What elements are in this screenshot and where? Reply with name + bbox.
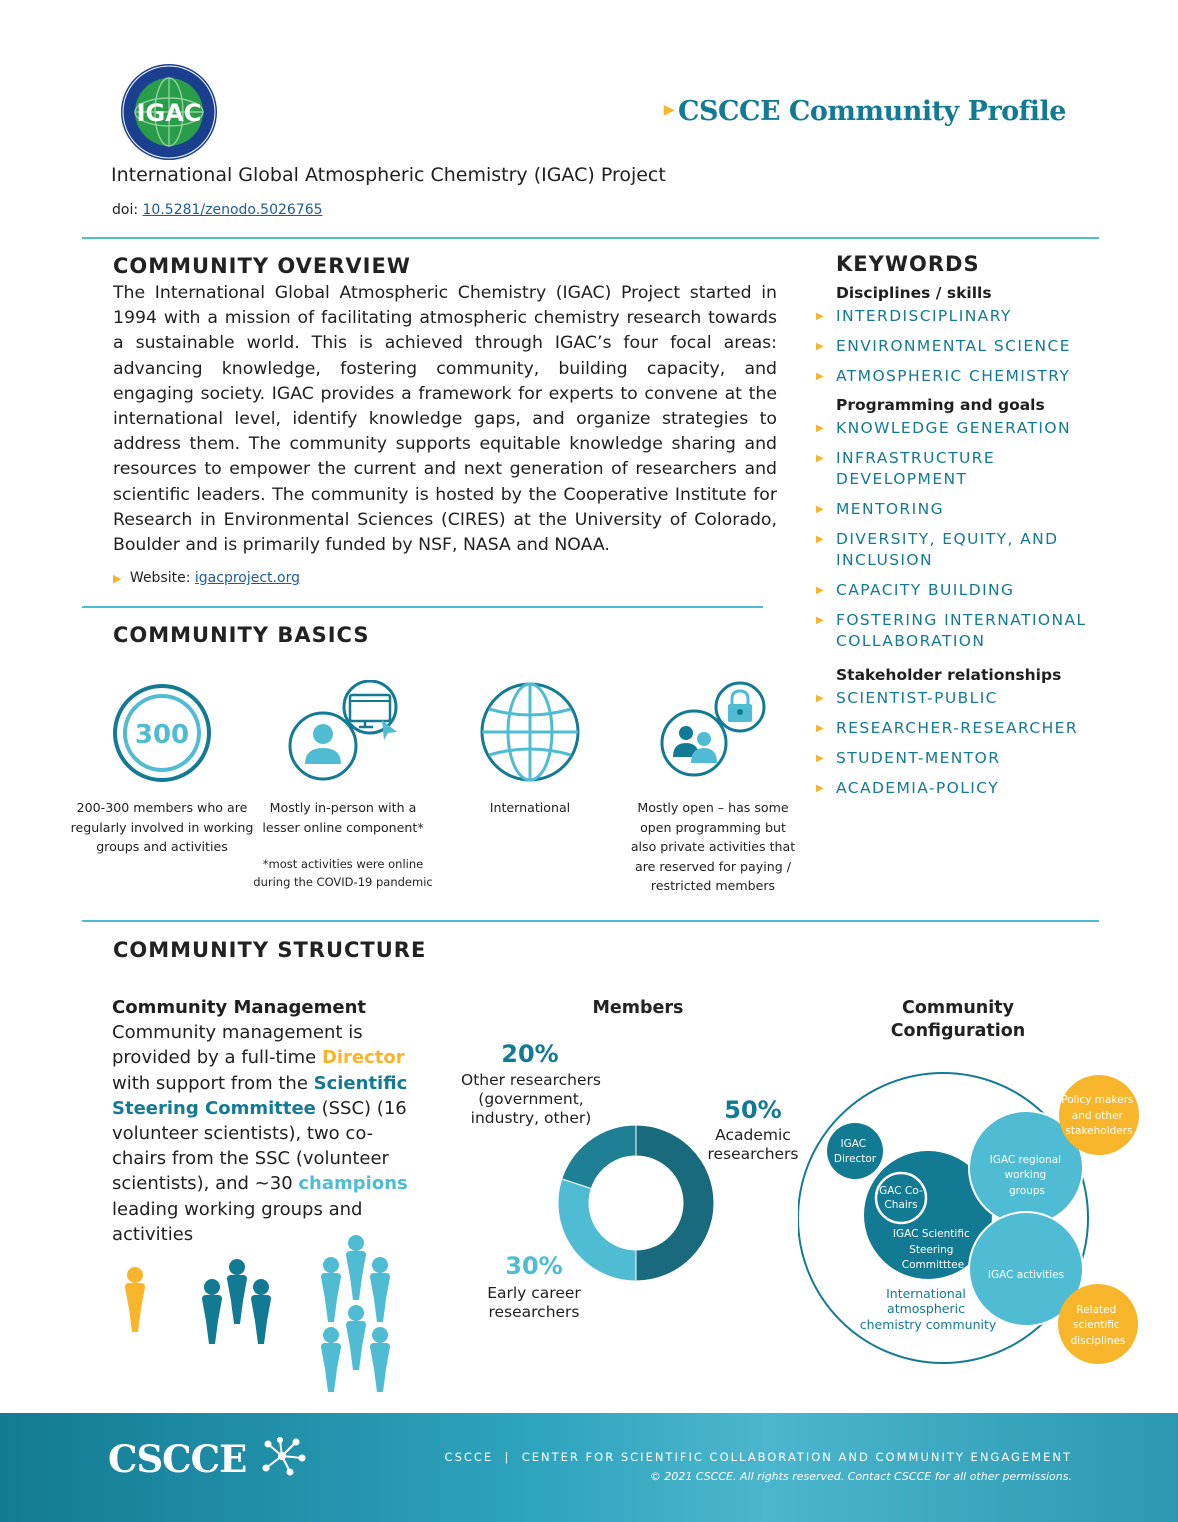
mode-caption: Mostly in-person with a lesser online component* bbox=[262, 800, 424, 835]
keyword-item: ▶ DIVERSITY, EQUITY, AND INCLUSION bbox=[816, 529, 1076, 571]
mode-note: *most activities were online during the COVID-19 pandemic bbox=[253, 857, 433, 889]
director-circle bbox=[827, 1123, 883, 1179]
co-chairs-circle bbox=[876, 1173, 926, 1223]
related-disciplines-label: Related scientific disciplines bbox=[1070, 1304, 1126, 1347]
keyword-item: ▶ ENVIRONMENTAL SCIENCE bbox=[816, 336, 1116, 357]
data-label-academic-pct: 50% bbox=[724, 1096, 782, 1124]
regional-groups-label: IGAC regional working groups bbox=[989, 1154, 1062, 1197]
size-caption: 200-300 members who are regularly involved in working groups and activities bbox=[70, 800, 254, 854]
donut-slice-other bbox=[562, 1125, 636, 1188]
size-number: 300 bbox=[134, 720, 190, 750]
configuration-title: Community Configuration bbox=[890, 998, 1026, 1041]
data-label-academic: Academic researchers bbox=[707, 1126, 799, 1163]
globe-icon bbox=[479, 681, 581, 783]
keyword-group-title: Disciplines / skills bbox=[836, 284, 992, 302]
management-title: Community Management bbox=[112, 997, 366, 1018]
people-hierarchy-icon bbox=[118, 1235, 398, 1395]
triangle-bullet-icon: ▶ bbox=[663, 102, 674, 118]
activities-label: IGAC activities bbox=[987, 1269, 1065, 1281]
data-label-early-pct: 30% bbox=[505, 1252, 563, 1280]
overview-text: The International Global Atmospheric Chemistry (IGAC) Project started in 1994 with a mission of facilitating atmospheric chemistry research towards a sustainable world. This is achieved through IGAC’s four focal areas: advancing knowledge, fostering community, building capacity, and engaging society. IGAC provides a framework for experts to convene at the international level, identify knowledge gaps, and organize strategies to address them. The community supports equitable knowledge sharing and resources to empower the current and next generation of researchers and scientific leaders. The community is hosted by the Cooperative Institute for Research in Environmental Sciences (CIRES) at the University of Colorado, Boulder and is primarily funded by NSF, NASA and NOAA. bbox=[113, 283, 777, 556]
footer-logo: CSCCE bbox=[108, 1436, 306, 1481]
keywords-panel bbox=[816, 252, 1116, 808]
keyword-item: ▶ INFRASTRUCTURE DEVELOPMENT bbox=[816, 448, 1056, 490]
keyword-item: ▶ SCIENTIST-PUBLIC bbox=[816, 688, 1116, 709]
community-configuration-diagram bbox=[798, 1060, 1143, 1372]
keyword-item: ▶ INTERDISCIPLINARY bbox=[816, 306, 1116, 327]
structure-heading: COMMUNITY STRUCTURE bbox=[113, 938, 427, 962]
logo-text: IGAC bbox=[136, 99, 202, 127]
keyword-item: ▶ CAPACITY BUILDING bbox=[816, 580, 1116, 601]
access-lock-icon bbox=[660, 681, 768, 779]
community-size-icon bbox=[112, 683, 212, 783]
triangle-bullet-icon: ▶ bbox=[113, 572, 122, 585]
footer-org-name: CSCCE | CENTER FOR SCIENTIFIC COLLABORATION AND COMMUNITY ENGAGEMENT bbox=[444, 1450, 1072, 1464]
keyword-item: ▶ MENTORING bbox=[816, 499, 1116, 520]
website-link[interactable]: igacproject.org bbox=[194, 570, 300, 586]
keyword-item: ▶ ATMOSPHERIC CHEMISTRY bbox=[816, 366, 1116, 387]
keywords-heading: KEYWORDS bbox=[836, 252, 980, 276]
members-chart-title: Members bbox=[592, 998, 684, 1018]
access-caption: Mostly open – has some open programming but also private activities that are reserved for paying / restricted members bbox=[630, 800, 796, 893]
project-name: International Global Atmospheric Chemistry (IGAC) Project bbox=[111, 164, 666, 186]
divider bbox=[82, 920, 1099, 922]
overview-heading: COMMUNITY OVERVIEW bbox=[113, 254, 411, 278]
divider bbox=[82, 237, 1099, 239]
outer-community-label: International atmospheric chemistry community bbox=[859, 1286, 997, 1332]
data-label-early: Early career researchers bbox=[487, 1284, 581, 1321]
keyword-item: ▶ STUDENT-MENTOR bbox=[816, 748, 1116, 769]
igac-logo bbox=[120, 63, 218, 161]
keyword-group-title: Stakeholder relationships bbox=[836, 666, 1062, 684]
network-icon bbox=[260, 1436, 306, 1476]
doi-link[interactable]: 10.5281/zenodo.5026765 bbox=[142, 202, 323, 218]
in-person-online-icon bbox=[285, 680, 400, 785]
divider bbox=[82, 606, 763, 608]
keyword-group-title: Programming and goals bbox=[836, 396, 1045, 414]
profile-title: ▶ CSCCE Community Profile bbox=[663, 96, 1066, 127]
keyword-item: ▶ FOSTERING INTERNATIONAL COLLABORATION bbox=[816, 610, 1106, 652]
geo-caption: International bbox=[489, 800, 571, 815]
policy-makers-label: Policy makers and other stakeholders bbox=[1061, 1094, 1134, 1137]
ssc-label: IGAC Scientific Steering Committtee bbox=[892, 1228, 970, 1271]
keyword-item: ▶ ACADEMIA-POLICY bbox=[816, 778, 1116, 799]
footer-copyright: © 2021 CSCCE. All rights reserved. Contact CSCCE for all other permissions. bbox=[649, 1470, 1072, 1483]
data-label-other-pct: 20% bbox=[501, 1040, 559, 1068]
keyword-item: ▶ RESEARCHER-RESEARCHER bbox=[816, 718, 1116, 739]
data-label-other: Other researchers (government, industry, other) bbox=[461, 1071, 601, 1127]
community-management-text: Community Management Community management is provided by a full-time Director with support from the Scientific Steering Committee (SSC) (16 volunteer scientists), two co-chairs from the SSC (volunteer scientists), and ~30 champions leading working groups and activities bbox=[112, 995, 412, 1247]
keyword-item: ▶ KNOWLEDGE GENERATION bbox=[816, 418, 1116, 439]
website: ▶ Website: igacproject.org bbox=[113, 570, 300, 586]
basics-heading: COMMUNITY BASICS bbox=[113, 623, 370, 647]
director-label: IGAC Director bbox=[833, 1138, 877, 1165]
co-chairs-label: IGAC Co- Chairs bbox=[876, 1185, 923, 1211]
doi: doi: 10.5281/zenodo.5026765 bbox=[112, 202, 323, 218]
